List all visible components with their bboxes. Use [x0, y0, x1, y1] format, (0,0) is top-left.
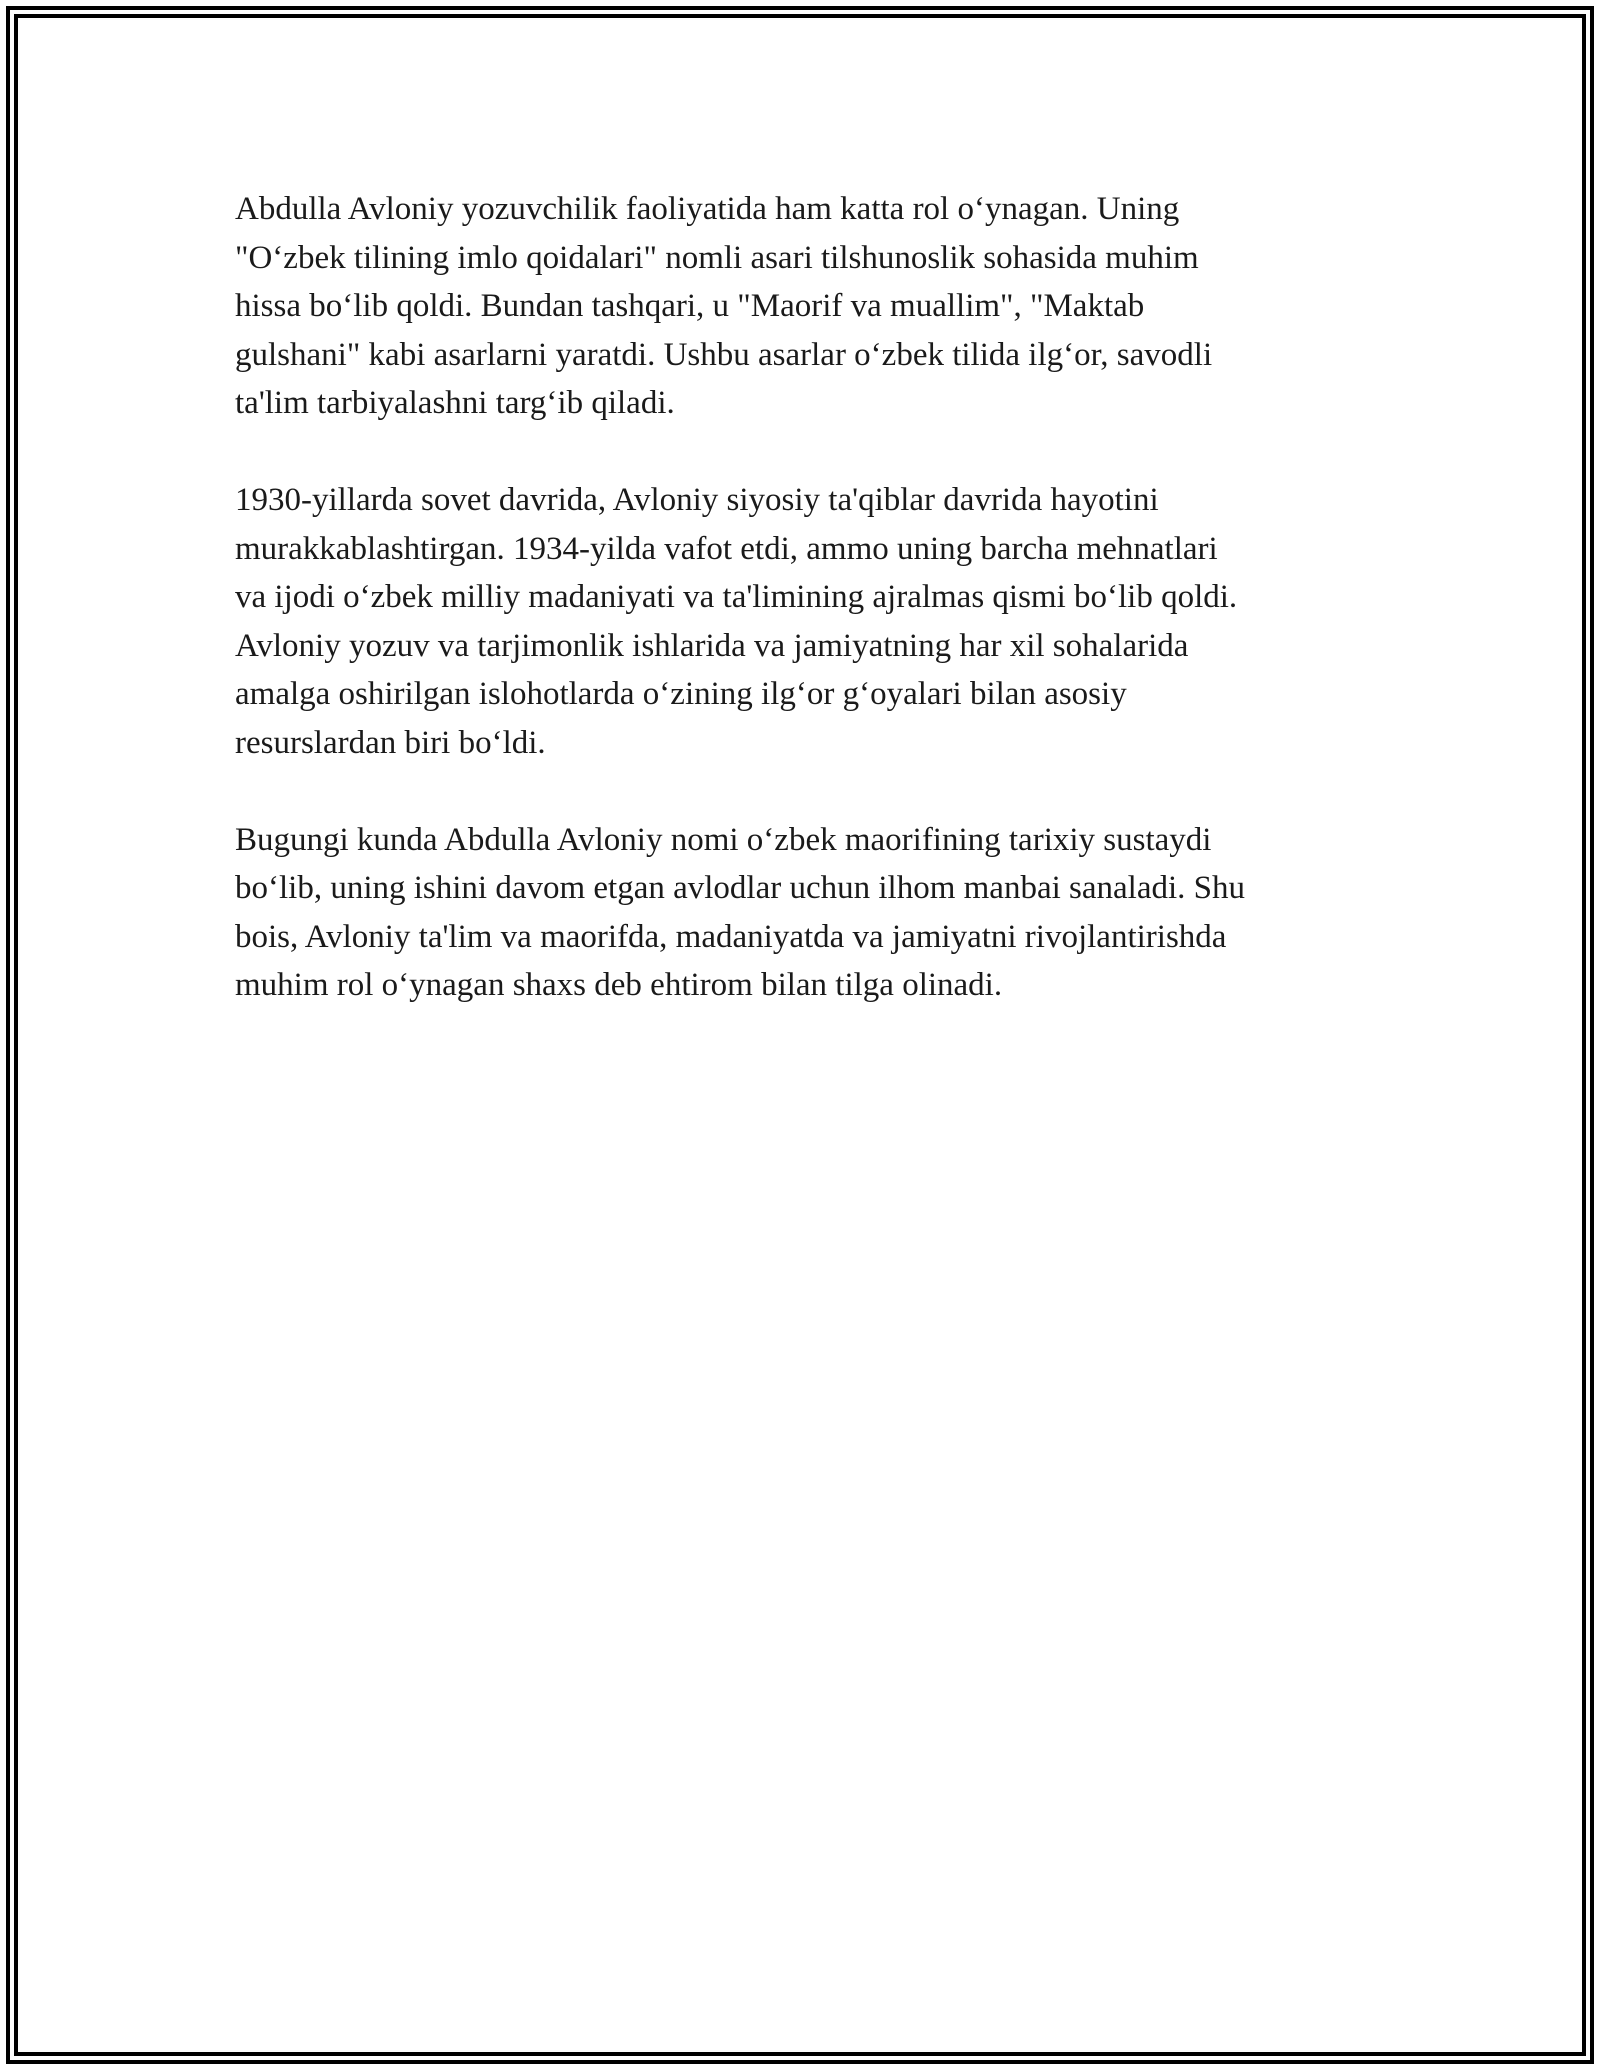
text-line: gulshani" kabi asarlarni yaratdi. Ushbu asarlar o‘zbek tilida ilg‘or, savodli [235, 336, 1213, 373]
text-line: muhim rol o‘ynagan shaxs deb ehtirom bilan tilga olinadi. [235, 967, 1003, 1003]
text-line: Bugungi kunda Abdulla Avloniy nomi o‘zbek maorifining tarixiy sustaydi [235, 821, 1212, 858]
text-line: 1930-yillarda sovet davrida, Avloniy siyosiy ta'qiblar davrida hayotini [235, 482, 1159, 518]
text-line: bo‘lib, uning ishini davom etgan avlodlar uchun ilhom manbai sanaladi. Shu [235, 870, 1245, 906]
text-line: ta'lim tarbiyalashni targ‘ib qiladi. [235, 385, 675, 421]
text-line: Avloniy yozuv va tarjimonlik ishlarida va jamiyatning har xil sohalarida [235, 627, 1189, 664]
text-line: bois, Avloniy ta'lim va maorifda, madaniyatda va jamiyatni rivojlantirishda [235, 918, 1227, 955]
text-line: Abdulla Avloniy yozuvchilik faoliyatida ham katta rol o‘ynagan. Uning [235, 191, 1180, 227]
document-body [235, 185, 1405, 1058]
text-line: "O‘zbek tilining imlo qoidalari" nomli asari tilshunoslik sohasida muhim [235, 239, 1199, 276]
paragraph-1 [235, 185, 1405, 428]
text-line: va ijodi o‘zbek milliy madaniyati va ta'limining ajralmas qismi bo‘lib qoldi. [235, 579, 1238, 615]
paragraph-3 [235, 816, 1405, 1010]
paragraph-2 [235, 476, 1405, 767]
text-line: murakkablashtirgan. 1934-yilda vafot etdi, ammo uning barcha mehnatlari [235, 530, 1218, 567]
text-line: amalga oshirilgan islohotlarda o‘zining ilg‘or g‘oyalari bilan asosiy [235, 676, 1127, 712]
text-line: hissa bo‘lib qoldi. Bundan tashqari, u "Maorif va muallim", "Maktab [235, 288, 1145, 324]
text-line: resurslardan biri bo‘ldi. [235, 724, 546, 761]
